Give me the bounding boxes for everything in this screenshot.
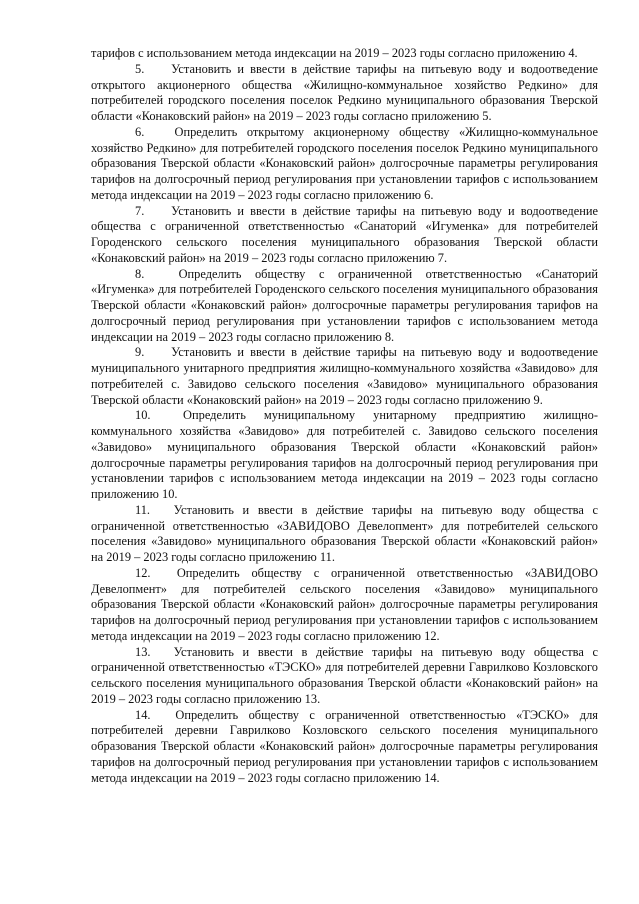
paragraph-text: Установить и ввести в действие тарифы на питьевую воду общества с ограниченной ответственностью «ЗАВИДОВО Девелопмент» для потребителей сельского поселения «Завидово» муниципального образования Тверской области «Конаковский район» на 2019 – 2023 годы согласно приложению 11. <box>91 502 598 564</box>
paragraph-text: Определить обществу с ограниченной ответственностью «ЗАВИДОВО Девелопмент» для потребителей сельского поселения «Завидово» муниципального образования Тверской области «Конаковский район» долгосрочные параметры регулирования тарифов на долгосрочный период регулирования при установлении тарифов с использованием метода индексации на 2019 – 2023 годы согласно приложению 12. <box>91 565 598 643</box>
paragraph-text: Установить и ввести в действие тарифы на питьевую воду общества с ограниченной ответственностью «ТЭСКО» для потребителей деревни Гаврилково Козловского сельского поселения муниципального образования Тверской области «Конаковский район» на 2019 – 2023 годы согласно приложению 13. <box>91 644 598 706</box>
paragraph-number: 6. <box>135 124 145 139</box>
paragraph-13 <box>91 645 598 708</box>
paragraph-number: 7. <box>135 203 145 218</box>
paragraph-continuation <box>91 46 598 62</box>
paragraph-5 <box>91 62 598 125</box>
paragraph-number: 13. <box>135 644 151 659</box>
paragraph-text: тарифов с использованием метода индексации на 2019 – 2023 годы согласно приложению 4. <box>91 46 578 60</box>
paragraph-text: Определить открытому акционерному обществу «Жилищно-коммунальное хозяйство Редкино» для потребителей городского поселения поселок Редкино муниципального образования Тверской области «Конаковский район» долгосрочные параметры регулирования тарифов на долгосрочный период регулирования при установлении тарифов с использованием метода индексации на 2019 – 2023 годы согласно приложению 6. <box>91 124 598 202</box>
paragraph-text: Установить и ввести в действие тарифы на питьевую воду и водоотведение открытого акционерного общества «Жилищно-коммунальное хозяйство Редкино» для потребителей городского поселения поселок Редкино муниципального образования Тверской области «Конаковский район» на 2019 – 2023 годы согласно приложению 5. <box>91 61 598 123</box>
paragraph-10 <box>91 408 598 503</box>
paragraph-text: Определить муниципальному унитарному предприятию жилищно-коммунального хозяйства «Завидово» для потребителей с. Завидово сельского поселения «Завидово» муниципального образования Тверской области «Конаковский район» долгосрочные параметры регулирования тарифов на долгосрочный период регулирования при установлении тарифов с использованием метода индексации на 2019 – 2023 годы согласно приложению 10. <box>91 408 598 501</box>
paragraph-9 <box>91 345 598 408</box>
paragraph-number: 14. <box>135 707 151 722</box>
paragraph-number: 8. <box>135 266 145 281</box>
paragraph-12 <box>91 566 598 645</box>
paragraph-7 <box>91 204 598 267</box>
paragraph-11 <box>91 503 598 566</box>
paragraph-number: 9. <box>135 345 145 360</box>
paragraph-text: Установить и ввести в действие тарифы на питьевую воду и водоотведение общества с ограниченной ответственностью «Санаторий «Игуменка» для потребителей Городенского сельского поселения муниципального образования Тверской области «Конаковский район» на 2019 – 2023 годы согласно приложению 7. <box>91 203 598 265</box>
paragraph-number: 11. <box>135 502 151 517</box>
paragraph-number: 10. <box>135 408 151 423</box>
paragraph-text: Определить обществу с ограниченной ответственностью «Санаторий «Игуменка» для потребителей Городенского сельского поселения муниципального образования Тверской области «Конаковский район» долгосрочные параметры регулирования тарифов на долгосрочный период регулирования при установлении тарифов с использованием метода индексации на 2019 – 2023 годы согласно приложению 8. <box>91 266 598 344</box>
document-page <box>91 46 598 786</box>
paragraph-text: Установить и ввести в действие тарифы на питьевую воду и водоотведение муниципального унитарного предприятия жилищно-коммунального хозяйства «Завидово» для потребителей с. Завидово сельского поселения «Завидово» муниципального образования Тверской области «Конаковский район» на 2019 – 2023 годы согласно приложению 9. <box>91 345 598 407</box>
paragraph-6 <box>91 125 598 204</box>
paragraph-number: 5. <box>135 61 145 76</box>
paragraph-text: Определить обществу с ограниченной ответственностью «ТЭСКО» для потребителей деревни Гаврилково Козловского сельского поселения муниципального образования Тверской области «Конаковский район» долгосрочные параметры регулирования тарифов на долгосрочный период регулирования при установлении тарифов с использованием метода индексации на 2019 – 2023 годы согласно приложению 14. <box>91 707 598 785</box>
paragraph-number: 12. <box>135 565 151 580</box>
paragraph-14 <box>91 708 598 787</box>
paragraph-8 <box>91 267 598 346</box>
